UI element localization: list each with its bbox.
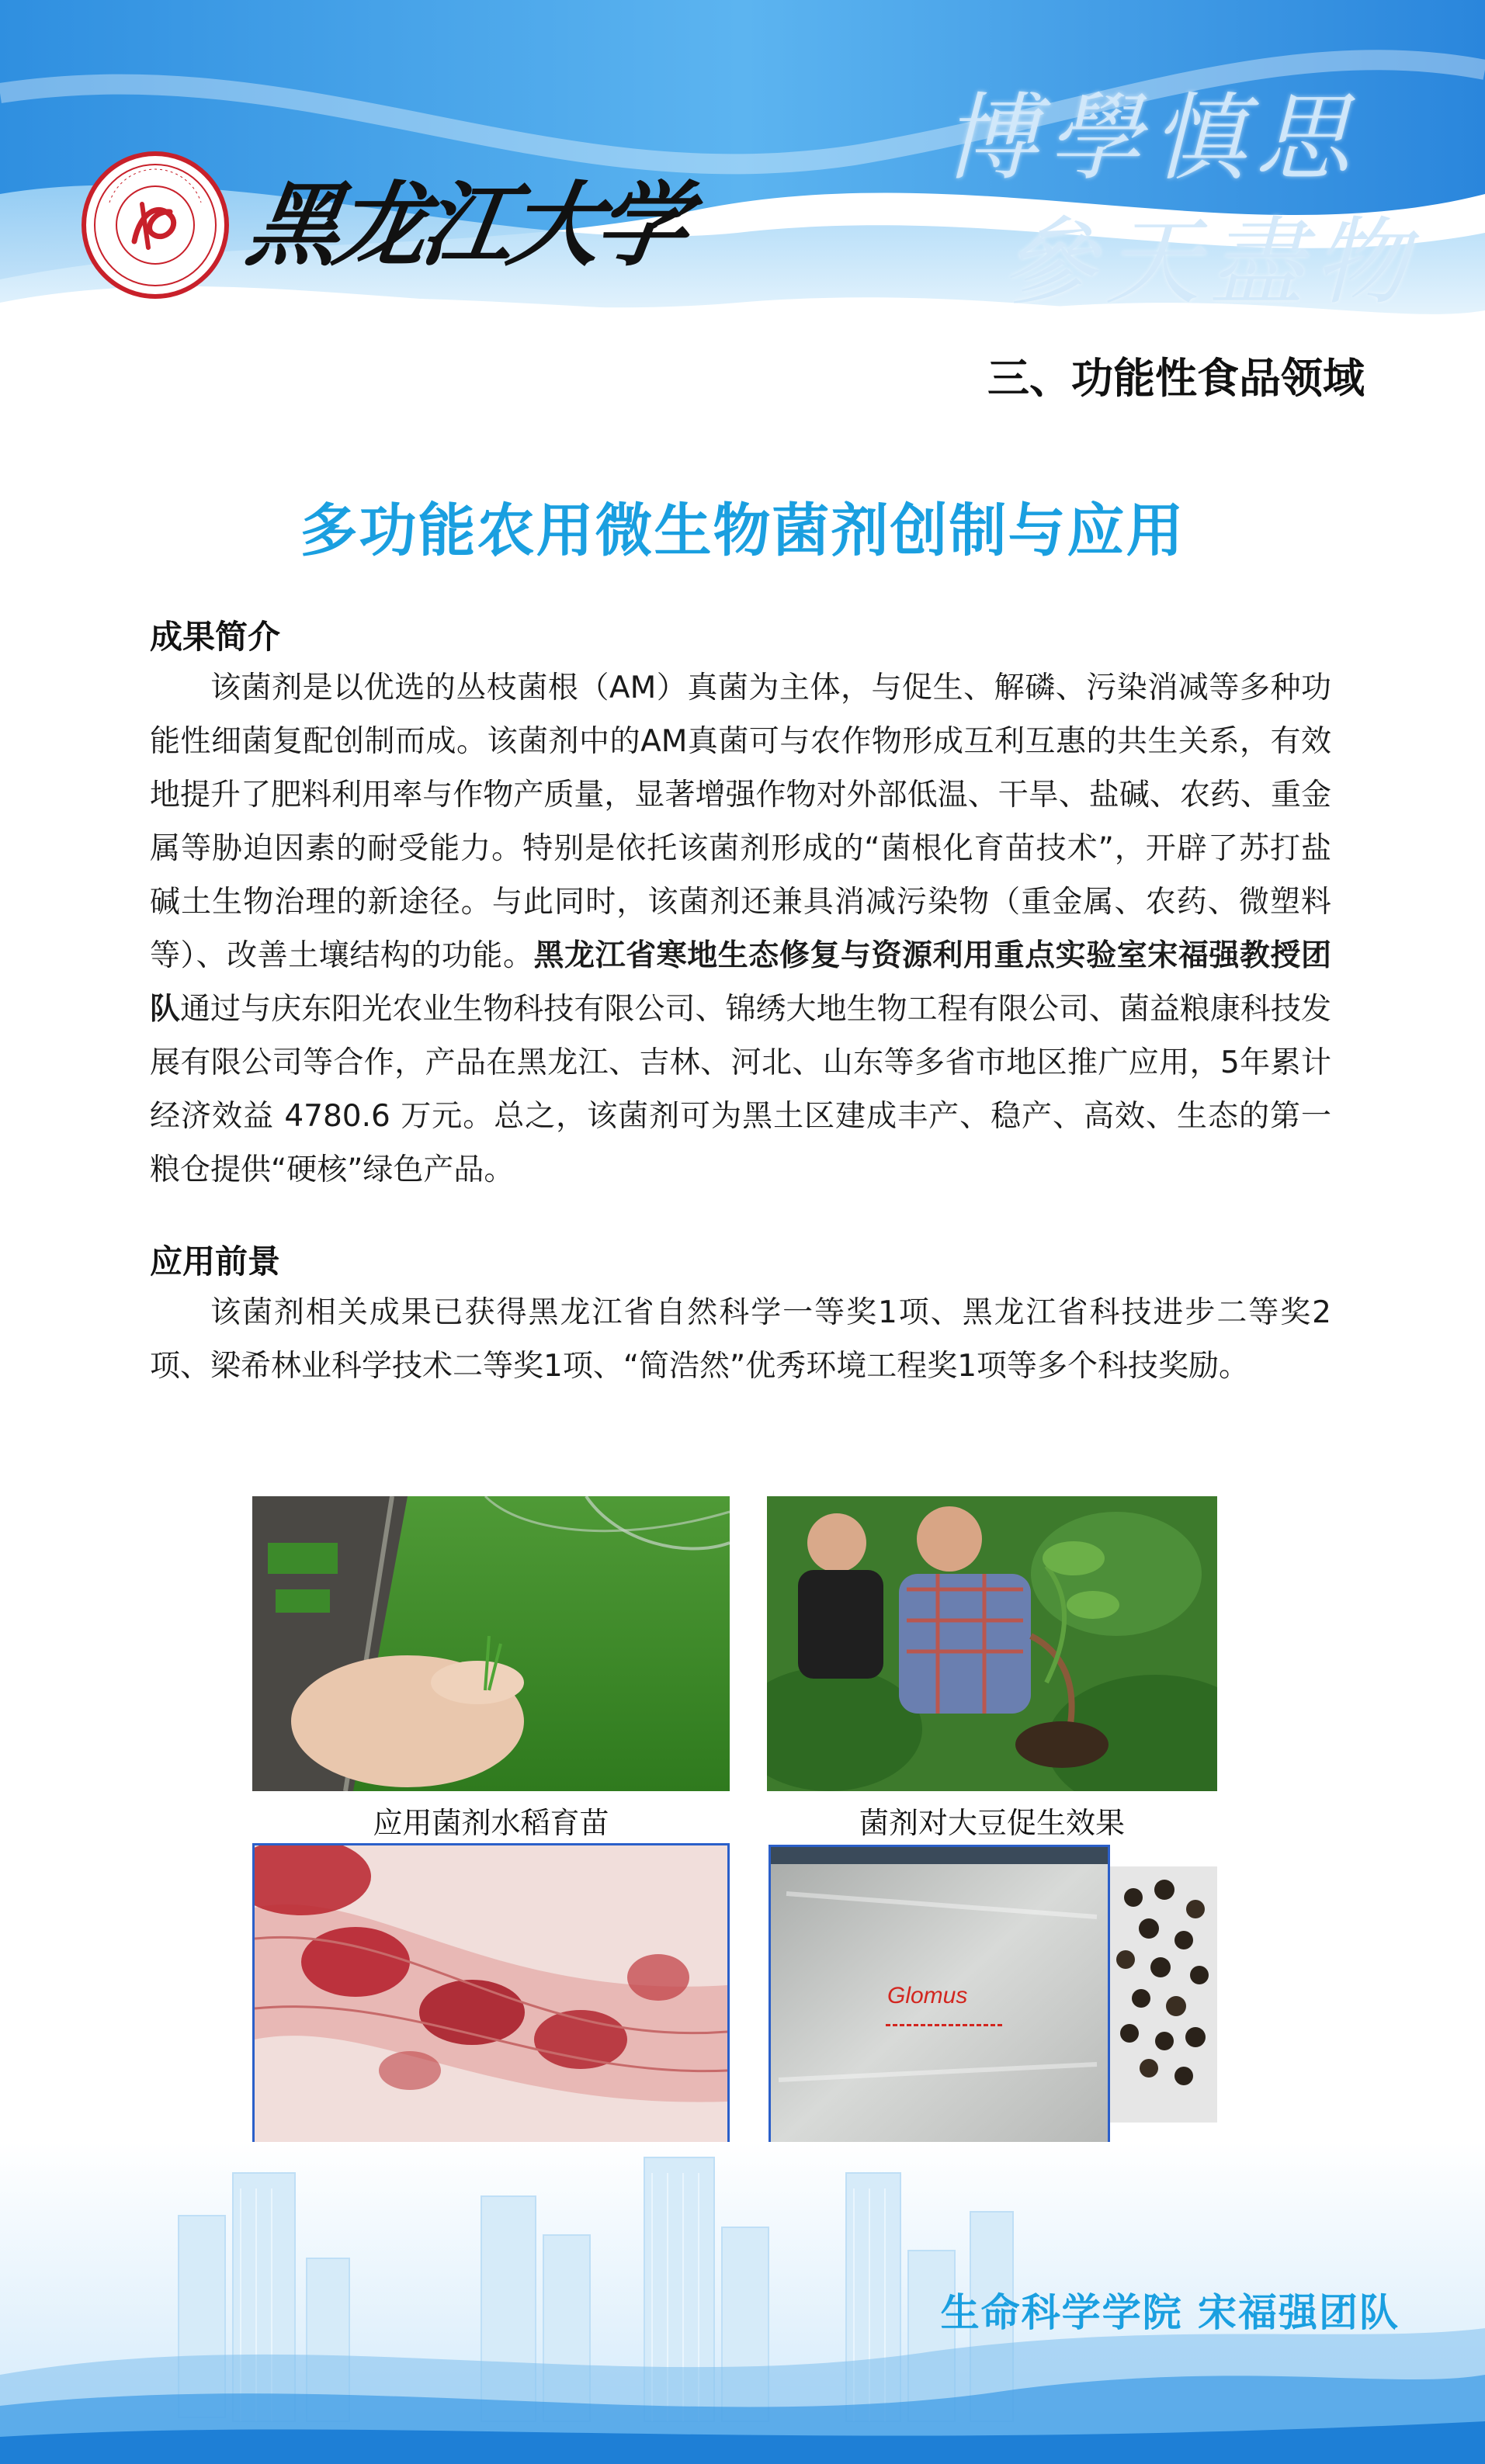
college-team-credit: 生命科学学院 宋福强团队 <box>940 2290 1400 2335</box>
spore-granules-photo <box>1110 1866 1217 2123</box>
prospect-paragraph: 该菌剂相关成果已获得黑龙江省自然科学一等奖1项、黑龙江省科技进步二等奖2项、梁希林业科学技术二等奖1项、“简浩然”优秀环境工程奖1项等多个科技奖励。 <box>150 1295 1331 1384</box>
seal-emblem-icon <box>86 156 224 294</box>
motto-line-2: 參天盡物 <box>1001 207 1417 317</box>
intro-text-part2: 通过与庆东阳光农业生物科技有限公司、锦绣大地生物工程有限公司、菌益粮康科技发展有限公司等合作，产品在黑龙江、吉林、河北、山东等多省市地区推广应用，5年累计经济效益 4780.6 万元。总之，该菌剂可为黑土区建成丰产、稳产、高效、生态的第一粮仓提供“硬核”绿色产品。 <box>150 992 1331 1187</box>
university-seal-logo <box>82 151 229 299</box>
intro-text-bold: 黑龙江省寒地生态修复与资源利用重点实验室宋福强教授团队 <box>150 938 1331 1027</box>
soybean-field-photo <box>767 1496 1217 1791</box>
motto-line-1: 博學慎思 <box>943 83 1359 193</box>
rice-seedling-photo <box>252 1496 730 1791</box>
prospect-section <box>150 1238 1331 1393</box>
intro-heading: 成果简介 <box>150 618 281 656</box>
intro-paragraph <box>150 661 1331 1197</box>
prospect-heading: 应用前景 <box>150 1242 281 1281</box>
product-label-glomus: Glomus <box>887 1983 968 2008</box>
intro-text-part1: 该菌剂是以优选的丛枝菌根（AM）真菌为主体，与促生、解磷、污染消减等多种功能性细菌复配创制而成。该菌剂中的AM真菌可与农作物形成互利互惠的共生关系，有效地提升了肥料利用率与作物产质量，显著增强作物对外部低温、干旱、盐碱、农药、重金属等胁迫因素的耐受能力。特别是依托该菌剂形成的“菌根化育苗技术”，开辟了苏打盐碱土生物治理的新途径。与此同时，该菌剂还兼具消减污染物（重金属、农药、微塑料等）、改善土壤结构的功能。 <box>150 671 1331 973</box>
section-title: 三、功能性食品领域 <box>987 354 1365 403</box>
intro-section <box>150 613 1331 1197</box>
product-bag-photo <box>769 1845 1110 2151</box>
product-label-underline <box>886 2024 1002 2026</box>
soybean-caption: 菌剂对大豆促生效果 <box>859 1806 1125 1840</box>
main-title: 多功能农用微生物菌剂创制与应用 <box>300 497 1185 564</box>
rice-seedling-caption: 应用菌剂水稻育苗 <box>373 1806 609 1840</box>
root-am-fungi-photo <box>252 1843 730 2150</box>
university-name-calligraphy: 黑龙江大学 <box>241 171 691 279</box>
